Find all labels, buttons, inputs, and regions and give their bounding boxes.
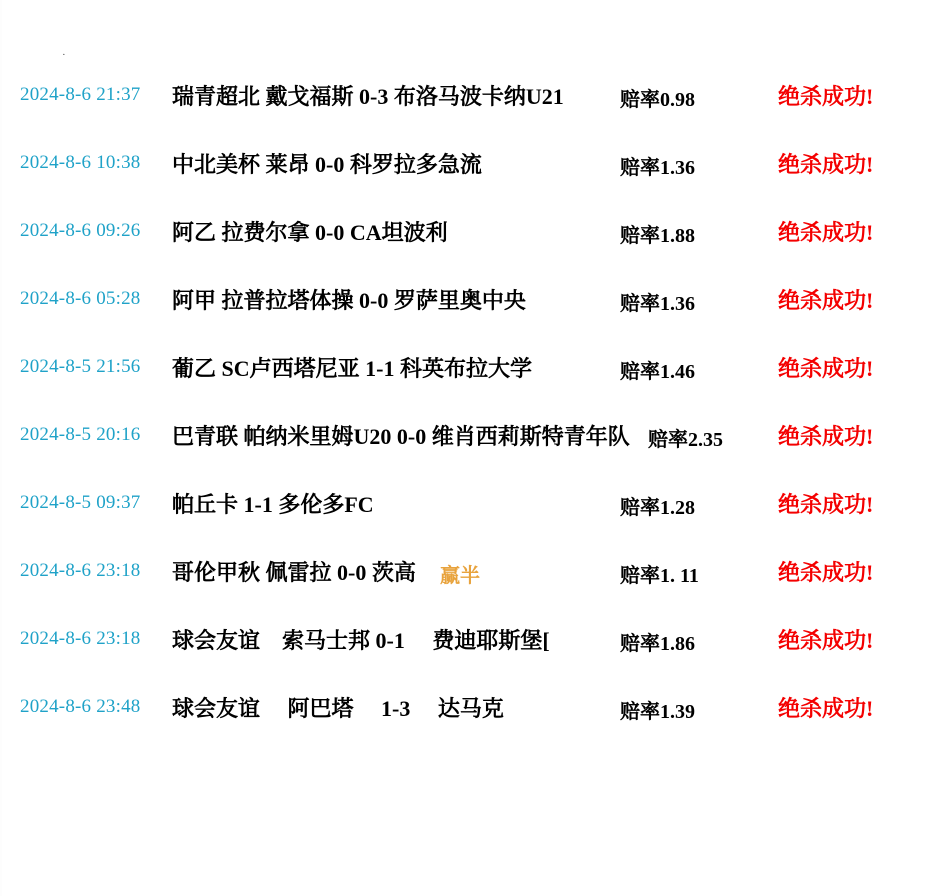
match-description: 球会友谊 阿巴塔 1-3 达马克 [172, 696, 504, 721]
match-odds: 赔率1.36 [620, 293, 695, 315]
match-result-status: 绝杀成功! [778, 424, 874, 449]
match-description: 葡乙 SC卢西塔尼亚 1-1 科英布拉大学 [172, 356, 532, 381]
result-row [0, 478, 946, 546]
match-odds: 赔率1.28 [620, 497, 695, 519]
match-result-status: 绝杀成功! [778, 152, 874, 177]
result-row [0, 342, 946, 410]
match-odds: 赔率1.86 [620, 633, 695, 655]
match-result-status: 绝杀成功! [778, 288, 874, 313]
match-description: 阿甲 拉普拉塔体操 0-0 罗萨里奥中央 [172, 288, 526, 313]
match-odds: 赔率1.39 [620, 701, 695, 723]
match-datetime: 2024-8-6 10:38 [20, 152, 141, 173]
result-row [0, 682, 946, 750]
match-odds: 赔率0.98 [620, 89, 695, 111]
match-result-status: 绝杀成功! [778, 356, 874, 381]
result-row [0, 546, 946, 614]
match-description: 瑞青超北 戴戈福斯 0-3 布洛马波卡纳U21 [172, 84, 564, 109]
match-datetime: 2024-8-5 20:16 [20, 424, 141, 445]
match-datetime: 2024-8-6 09:26 [20, 220, 141, 241]
result-row [0, 410, 946, 478]
match-results-list [0, 70, 946, 750]
match-odds: 赔率1.46 [620, 361, 695, 383]
match-datetime: 2024-8-6 23:18 [20, 628, 141, 649]
match-datetime: 2024-8-6 23:48 [20, 696, 141, 717]
match-datetime: 2024-8-6 23:18 [20, 560, 141, 581]
top-mark: · [62, 49, 66, 61]
match-datetime: 2024-8-5 09:37 [20, 492, 141, 513]
match-datetime: 2024-8-5 21:56 [20, 356, 141, 377]
result-row [0, 70, 946, 138]
match-datetime: 2024-8-6 05:28 [20, 288, 141, 309]
match-note-badge: 赢半 [440, 565, 480, 587]
result-row [0, 206, 946, 274]
match-odds: 赔率1.88 [620, 225, 695, 247]
match-result-status: 绝杀成功! [778, 220, 874, 245]
match-description: 哥伦甲秋 佩雷拉 0-0 茨高 [172, 560, 416, 585]
result-row [0, 138, 946, 206]
match-description: 球会友谊 索马士邦 0-1 费迪耶斯堡[ [172, 628, 550, 653]
match-result-status: 绝杀成功! [778, 560, 874, 585]
match-description: 阿乙 拉费尔拿 0-0 CA坦波利 [172, 220, 448, 245]
match-result-status: 绝杀成功! [778, 696, 874, 721]
match-result-status: 绝杀成功! [778, 628, 874, 653]
match-description: 巴青联 帕纳米里姆U20 0-0 维肖西莉斯特青年队 [172, 424, 630, 449]
result-row [0, 614, 946, 682]
result-row [0, 274, 946, 342]
match-datetime: 2024-8-6 21:37 [20, 84, 141, 105]
match-odds: 赔率1. 11 [620, 565, 699, 587]
match-odds: 赔率2.35 [648, 429, 723, 451]
match-description: 帕丘卡 1-1 多伦多FC [172, 492, 374, 517]
match-result-status: 绝杀成功! [778, 492, 874, 517]
match-odds: 赔率1.36 [620, 157, 695, 179]
match-result-status: 绝杀成功! [778, 84, 874, 109]
match-description: 中北美杯 莱昂 0-0 科罗拉多急流 [172, 152, 482, 177]
